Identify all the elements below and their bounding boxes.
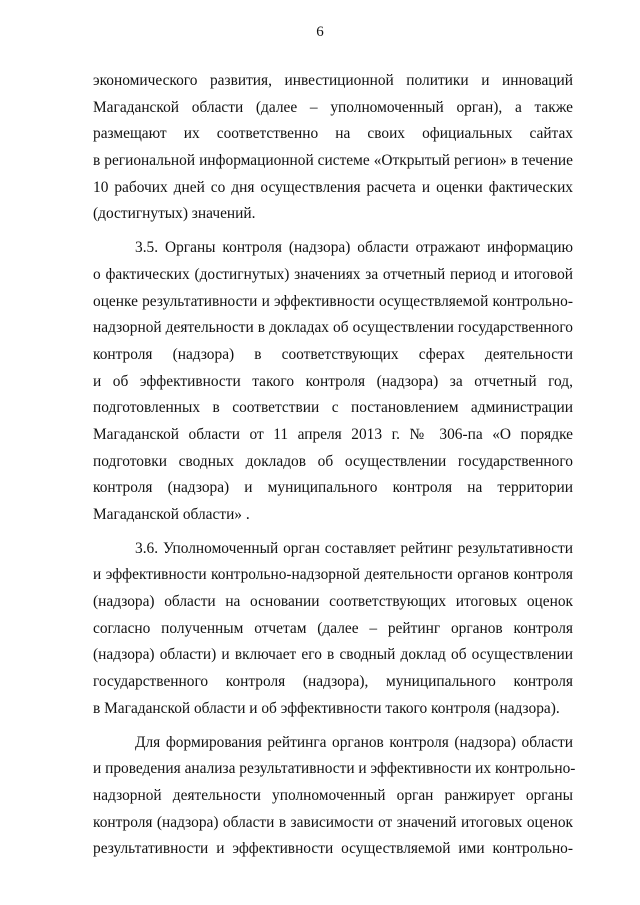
text-line: 3.5. Органы контроля (надзора) области отражают информацию: [135, 239, 573, 257]
text-line: государственного контроля (надзора), муниципального контроля: [93, 673, 573, 691]
text-line: Магаданской области от 11 апреля 2013 г. № 306-па «О порядке: [93, 425, 573, 443]
text-line: контроля (надзора) области в зависимости от значений итоговых оценок: [93, 813, 573, 831]
page-number: 6: [316, 24, 324, 40]
text-line: подготовки сводных докладов об осуществлении государственного: [93, 452, 573, 470]
text-line: 10 рабочих дней со дня осуществления расчета и оценки фактических: [93, 178, 573, 196]
paragraph-ranking: [93, 730, 576, 863]
text-line: и проведения анализа результативности и эффективности их контрольно-: [93, 760, 576, 778]
text-line: надзорной деятельности в докладах об осуществлении государственного: [93, 319, 573, 337]
text-line: подготовленных в соответствии с постановлением администрации: [93, 399, 573, 417]
text-line: (надзора) области на основании соответствующих итоговых оценок: [93, 593, 573, 611]
text-line: в Магаданской области и об эффективности такого контроля (надзора).: [93, 699, 560, 717]
text-line: (надзора) области) и включает его в сводный доклад об осуществлении: [93, 646, 573, 664]
text-line: экономического развития, инвестиционной политики и инноваций: [93, 72, 573, 89]
text-line: контроля (надзора) в соответствующих сферах деятельности: [93, 345, 573, 363]
document-body: [93, 68, 576, 863]
text-line: Для формирования рейтинга органов контроля (надзора) области: [135, 733, 573, 751]
text-line: Магаданской области» .: [93, 506, 250, 523]
text-line: согласно полученным отчетам (далее – рейтинг органов контроля: [93, 619, 573, 637]
text-line: 3.6. Уполномоченный орган составляет рейтинг результативности: [135, 539, 573, 557]
text-line: Магаданской области (далее – уполномоченный орган), а также: [93, 98, 573, 116]
paragraph-intro-continuation: [93, 68, 573, 228]
paragraph-3-5: [93, 235, 573, 529]
text-line: и об эффективности такого контроля (надзора) за отчетный год,: [93, 372, 573, 390]
text-line: оценке результативности и эффективности осуществляемой контрольно-: [93, 292, 573, 310]
text-line: надзорной деятельности уполномоченный орган ранжирует органы: [93, 786, 573, 804]
text-line: в региональной информационной системе «Открытый регион» в течение: [93, 152, 573, 170]
text-line: (достигнутых) значений.: [93, 205, 256, 223]
paragraph-3-6: [93, 536, 573, 723]
text-line: размещают их соответственно на своих официальных сайтах: [93, 125, 573, 143]
text-line: о фактических (достигнутых) значениях за отчетный период и итоговой: [93, 265, 573, 283]
text-line: результативности и эффективности осуществляемой ими контрольно-: [93, 840, 573, 858]
text-line: контроля (надзора) и муниципального контроля на территории: [93, 479, 573, 497]
text-line: и эффективности контрольно-надзорной деятельности органов контроля: [93, 566, 573, 584]
